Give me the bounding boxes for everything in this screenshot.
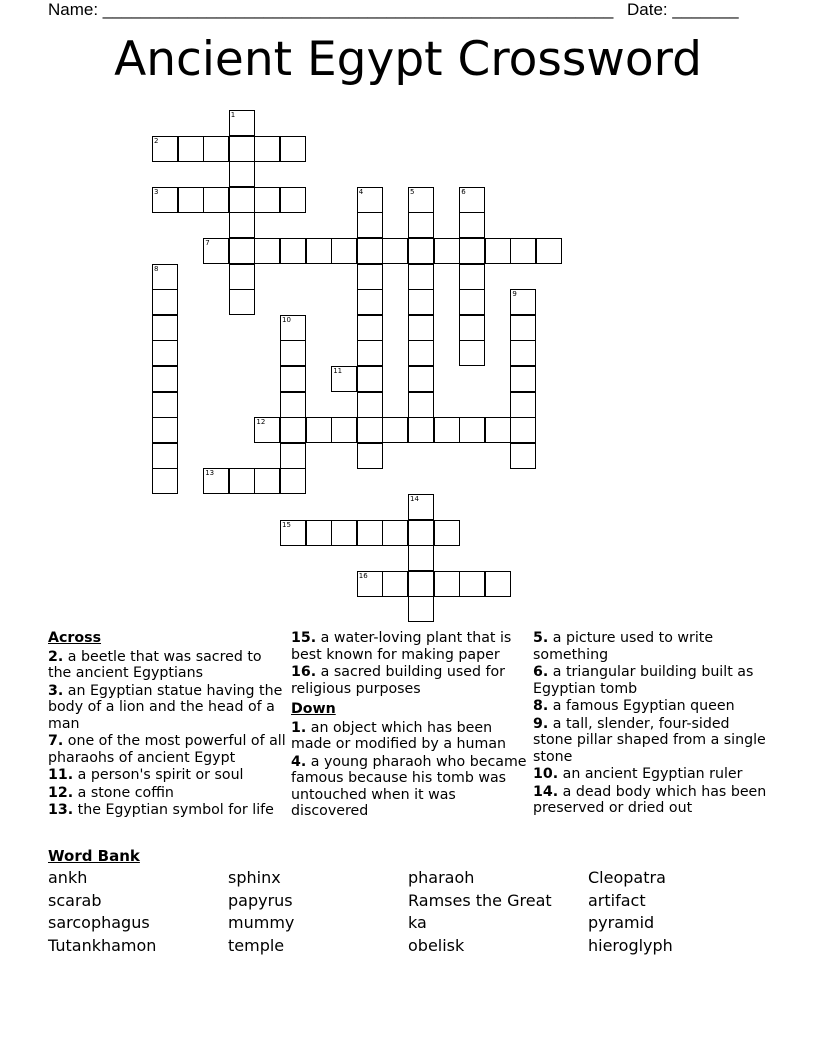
clues-column-1 — [48, 630, 288, 820]
clue-number: 5 — [410, 187, 415, 196]
clue-item — [533, 698, 773, 715]
down-clue-list — [291, 720, 527, 820]
name-field-label[interactable]: Name: ______________________________________________________ — [48, 0, 614, 19]
grid-cell[interactable] — [408, 366, 434, 392]
grid-cell[interactable] — [152, 264, 178, 290]
grid-cell[interactable] — [152, 340, 178, 366]
clue-item — [48, 683, 288, 733]
across-clue-list-continued — [291, 630, 527, 697]
grid-cell[interactable] — [280, 443, 306, 469]
clue-number: 7 — [205, 239, 210, 247]
grid-cell[interactable] — [357, 520, 383, 546]
down-heading: Down — [291, 701, 336, 717]
grid-cell[interactable] — [357, 289, 383, 315]
grid-cell[interactable] — [459, 238, 485, 264]
grid-cell[interactable] — [485, 571, 511, 597]
grid-cell[interactable] — [510, 366, 536, 392]
grid-cell[interactable] — [152, 136, 178, 162]
grid-cell[interactable] — [434, 417, 460, 443]
grid-cell[interactable] — [510, 417, 536, 443]
clue-text: a water-loving plant that is best known for making paper — [291, 630, 512, 663]
grid-cell[interactable] — [357, 315, 383, 341]
grid-cell[interactable] — [408, 494, 434, 520]
clue-number: 9 — [512, 290, 517, 299]
clue-text: a dead body which has been preserved or dried out — [533, 783, 767, 816]
grid-cell[interactable] — [254, 187, 280, 213]
word-bank-item: sarcophagus — [48, 913, 150, 932]
grid-cell[interactable] — [408, 545, 434, 571]
grid-cell[interactable] — [306, 520, 332, 546]
word-bank-item: sphinx — [228, 868, 281, 887]
grid-cell[interactable] — [152, 417, 178, 443]
grid-cell[interactable] — [280, 136, 306, 162]
across-heading: Across — [48, 630, 102, 646]
clue-text: a picture used to write something — [533, 630, 714, 663]
grid-cell[interactable] — [152, 315, 178, 341]
clue-number-label: 14. — [533, 783, 559, 800]
word-bank-heading: Word Bank — [48, 847, 140, 865]
clue-item — [48, 733, 288, 766]
clue-item — [533, 716, 773, 766]
grid-cell[interactable] — [203, 187, 229, 213]
grid-cell[interactable] — [408, 212, 434, 238]
clue-text: a stone coffin — [73, 784, 174, 801]
grid-cell[interactable] — [382, 238, 408, 264]
grid-cell[interactable] — [152, 443, 178, 469]
grid-cell[interactable] — [229, 187, 255, 213]
grid-cell[interactable] — [536, 238, 562, 264]
grid-cell[interactable] — [178, 136, 204, 162]
grid-cell[interactable] — [203, 468, 229, 494]
grid-cell[interactable] — [357, 571, 383, 597]
grid-cell[interactable] — [229, 136, 255, 162]
date-field-label[interactable]: Date: _______ — [627, 0, 739, 19]
grid-cell[interactable] — [152, 289, 178, 315]
clue-number: 3 — [154, 187, 159, 196]
grid-cell[interactable] — [510, 238, 536, 264]
grid-cell[interactable] — [408, 289, 434, 315]
grid-cell[interactable] — [459, 571, 485, 597]
clue-number-label: 7. — [48, 733, 64, 749]
word-bank-item: Tutankhamon — [48, 936, 157, 955]
grid-cell[interactable] — [459, 289, 485, 315]
grid-cell[interactable] — [254, 238, 280, 264]
clue-number: 13 — [205, 469, 215, 478]
grid-cell[interactable] — [280, 187, 306, 213]
grid-cell[interactable] — [306, 417, 332, 443]
clue-text: one of the most powerful of all pharaohs of ancient Egypt — [48, 733, 286, 766]
grid-cell[interactable] — [280, 392, 306, 418]
clue-item — [291, 630, 527, 663]
word-bank-item: scarab — [48, 891, 102, 910]
grid-cell[interactable] — [408, 315, 434, 341]
clues-column-2 — [291, 630, 527, 821]
clue-number-label: 8. — [533, 698, 549, 714]
clue-number: 2 — [154, 136, 159, 145]
word-bank-item: mummy — [228, 913, 295, 932]
grid-cell[interactable] — [382, 571, 408, 597]
clue-number-label: 2. — [48, 648, 64, 665]
clue-text: a triangular building built as Egyptian tomb — [533, 664, 754, 697]
clue-text: an object which has been made or modified by a human — [291, 719, 507, 752]
grid-cell[interactable] — [152, 366, 178, 392]
grid-cell[interactable] — [510, 340, 536, 366]
clue-number: 1 — [230, 111, 236, 119]
grid-cell[interactable] — [331, 366, 357, 392]
grid-cell[interactable] — [408, 596, 434, 622]
clue-number-label: 3. — [48, 682, 64, 699]
grid-cell[interactable] — [229, 289, 255, 315]
clue-item — [291, 664, 527, 697]
grid-cell[interactable] — [280, 315, 306, 341]
grid-cell[interactable] — [485, 417, 511, 443]
clue-number: 16 — [358, 571, 368, 580]
grid-cell[interactable] — [408, 417, 434, 443]
grid-cell[interactable] — [408, 520, 434, 546]
grid-cell[interactable] — [459, 187, 485, 213]
grid-cell[interactable] — [357, 340, 383, 366]
clue-text: a sacred building used for religious purposes — [291, 664, 505, 697]
grid-cell[interactable] — [152, 468, 178, 494]
grid-cell[interactable] — [357, 187, 383, 213]
grid-cell[interactable] — [459, 212, 485, 238]
clue-number: 4 — [358, 187, 364, 196]
word-bank-item: Cleopatra — [588, 868, 666, 887]
grid-cell[interactable] — [459, 340, 485, 366]
grid-cell[interactable] — [178, 187, 204, 213]
clue-text: an Egyptian statue having the body of a lion and the head of a man — [48, 682, 283, 732]
grid-cell[interactable] — [331, 238, 357, 264]
clue-number: 11 — [333, 367, 343, 375]
clue-number: 14 — [410, 495, 419, 503]
word-bank-item: obelisk — [408, 936, 465, 955]
clue-item — [291, 754, 527, 820]
grid-cell[interactable] — [152, 392, 178, 418]
grid-cell[interactable] — [229, 468, 255, 494]
clue-item — [533, 664, 773, 697]
grid-cell[interactable] — [408, 238, 434, 264]
across-clue-list — [48, 649, 288, 819]
clue-number-label: 12. — [48, 784, 74, 801]
grid-cell[interactable] — [357, 238, 383, 264]
grid-cell[interactable] — [408, 392, 434, 418]
word-bank-item: ka — [408, 913, 427, 932]
grid-cell[interactable] — [280, 366, 306, 392]
clue-number: 10 — [282, 315, 291, 324]
grid-cell[interactable] — [331, 520, 357, 546]
clue-text: a young pharaoh who became famous because his tomb was untouched when it was discovered — [291, 753, 527, 819]
clue-item — [533, 784, 773, 817]
grid-cell[interactable] — [434, 520, 460, 546]
clue-number-label: 13. — [48, 802, 74, 818]
word-bank-item: ankh — [48, 868, 88, 887]
clue-number: 6 — [461, 187, 466, 196]
grid-cell[interactable] — [434, 238, 460, 264]
clue-item — [533, 766, 773, 783]
clue-number-label: 11. — [48, 767, 74, 783]
grid-cell[interactable] — [229, 264, 255, 290]
clue-number-label: 6. — [533, 664, 549, 680]
clue-item — [533, 630, 773, 663]
clue-text: an ancient Egyptian ruler — [558, 766, 743, 782]
grid-cell[interactable] — [382, 417, 408, 443]
clue-number: 15 — [282, 520, 291, 529]
word-bank-item: pharaoh — [408, 868, 475, 887]
grid-cell[interactable] — [254, 468, 280, 494]
grid-cell[interactable] — [510, 315, 536, 341]
word-bank-item: hieroglyph — [588, 936, 673, 955]
page-title: Ancient Egypt Crossword — [114, 32, 702, 87]
clue-number-label: 1. — [291, 719, 307, 736]
grid-cell[interactable] — [510, 443, 536, 469]
grid-cell[interactable] — [280, 238, 306, 264]
clue-item — [48, 649, 288, 682]
clue-item — [291, 720, 527, 753]
clue-number-label: 4. — [291, 753, 307, 770]
grid-cell[interactable] — [357, 264, 383, 290]
grid-cell[interactable] — [408, 187, 434, 213]
grid-cell[interactable] — [357, 366, 383, 392]
grid-cell[interactable] — [408, 264, 434, 290]
clues-column-3 — [533, 630, 773, 818]
grid-cell[interactable] — [203, 136, 229, 162]
grid-cell[interactable] — [459, 417, 485, 443]
down-clue-list-continued — [533, 630, 773, 817]
grid-cell[interactable] — [280, 520, 306, 546]
clue-number: 8 — [154, 264, 159, 273]
grid-cell[interactable] — [331, 417, 357, 443]
grid-cell[interactable] — [434, 571, 460, 597]
grid-cell[interactable] — [280, 340, 306, 366]
grid-cell[interactable] — [229, 238, 255, 264]
grid-cell[interactable] — [306, 238, 332, 264]
grid-cell[interactable] — [408, 571, 434, 597]
clue-item — [48, 785, 288, 802]
grid-cell[interactable] — [510, 392, 536, 418]
word-bank-item: Ramses the Great — [408, 891, 552, 910]
clue-number-label: 5. — [533, 630, 549, 646]
grid-cell[interactable] — [229, 110, 255, 136]
grid-cell[interactable] — [357, 212, 383, 238]
grid-cell[interactable] — [459, 315, 485, 341]
word-bank-item: papyrus — [228, 891, 293, 910]
clue-number-label: 10. — [533, 766, 559, 782]
grid-cell[interactable] — [382, 520, 408, 546]
grid-cell[interactable] — [229, 161, 255, 187]
clue-number-label: 15. — [291, 630, 317, 646]
grid-cell[interactable] — [357, 392, 383, 418]
grid-cell[interactable] — [357, 417, 383, 443]
clue-item — [48, 802, 288, 819]
word-bank-item: pyramid — [588, 913, 655, 932]
clue-text: the Egyptian symbol for life — [73, 802, 274, 818]
word-bank-item: temple — [228, 936, 285, 955]
grid-cell[interactable] — [203, 238, 229, 264]
grid-cell[interactable] — [510, 289, 536, 315]
grid-cell[interactable] — [280, 468, 306, 494]
grid-cell[interactable] — [254, 417, 280, 443]
clue-text: a beetle that was sacred to the ancient Egyptians — [48, 648, 262, 681]
grid-cell[interactable] — [280, 417, 306, 443]
clue-text: a famous Egyptian queen — [548, 698, 735, 714]
word-bank-item: artifact — [588, 891, 646, 910]
grid-cell[interactable] — [408, 340, 434, 366]
grid-cell[interactable] — [152, 187, 178, 213]
clue-number-label: 16. — [291, 664, 317, 680]
clue-text: a person's spirit or soul — [73, 767, 244, 783]
clue-number-label: 9. — [533, 715, 549, 732]
grid-cell[interactable] — [229, 212, 255, 238]
clue-item — [48, 767, 288, 784]
grid-cell[interactable] — [459, 264, 485, 290]
grid-cell[interactable] — [357, 443, 383, 469]
grid-cell[interactable] — [485, 238, 511, 264]
grid-cell[interactable] — [254, 136, 280, 162]
clue-text: a tall, slender, four-sided stone pillar shaped from a single stone — [533, 715, 766, 765]
clue-number: 12 — [256, 418, 266, 427]
